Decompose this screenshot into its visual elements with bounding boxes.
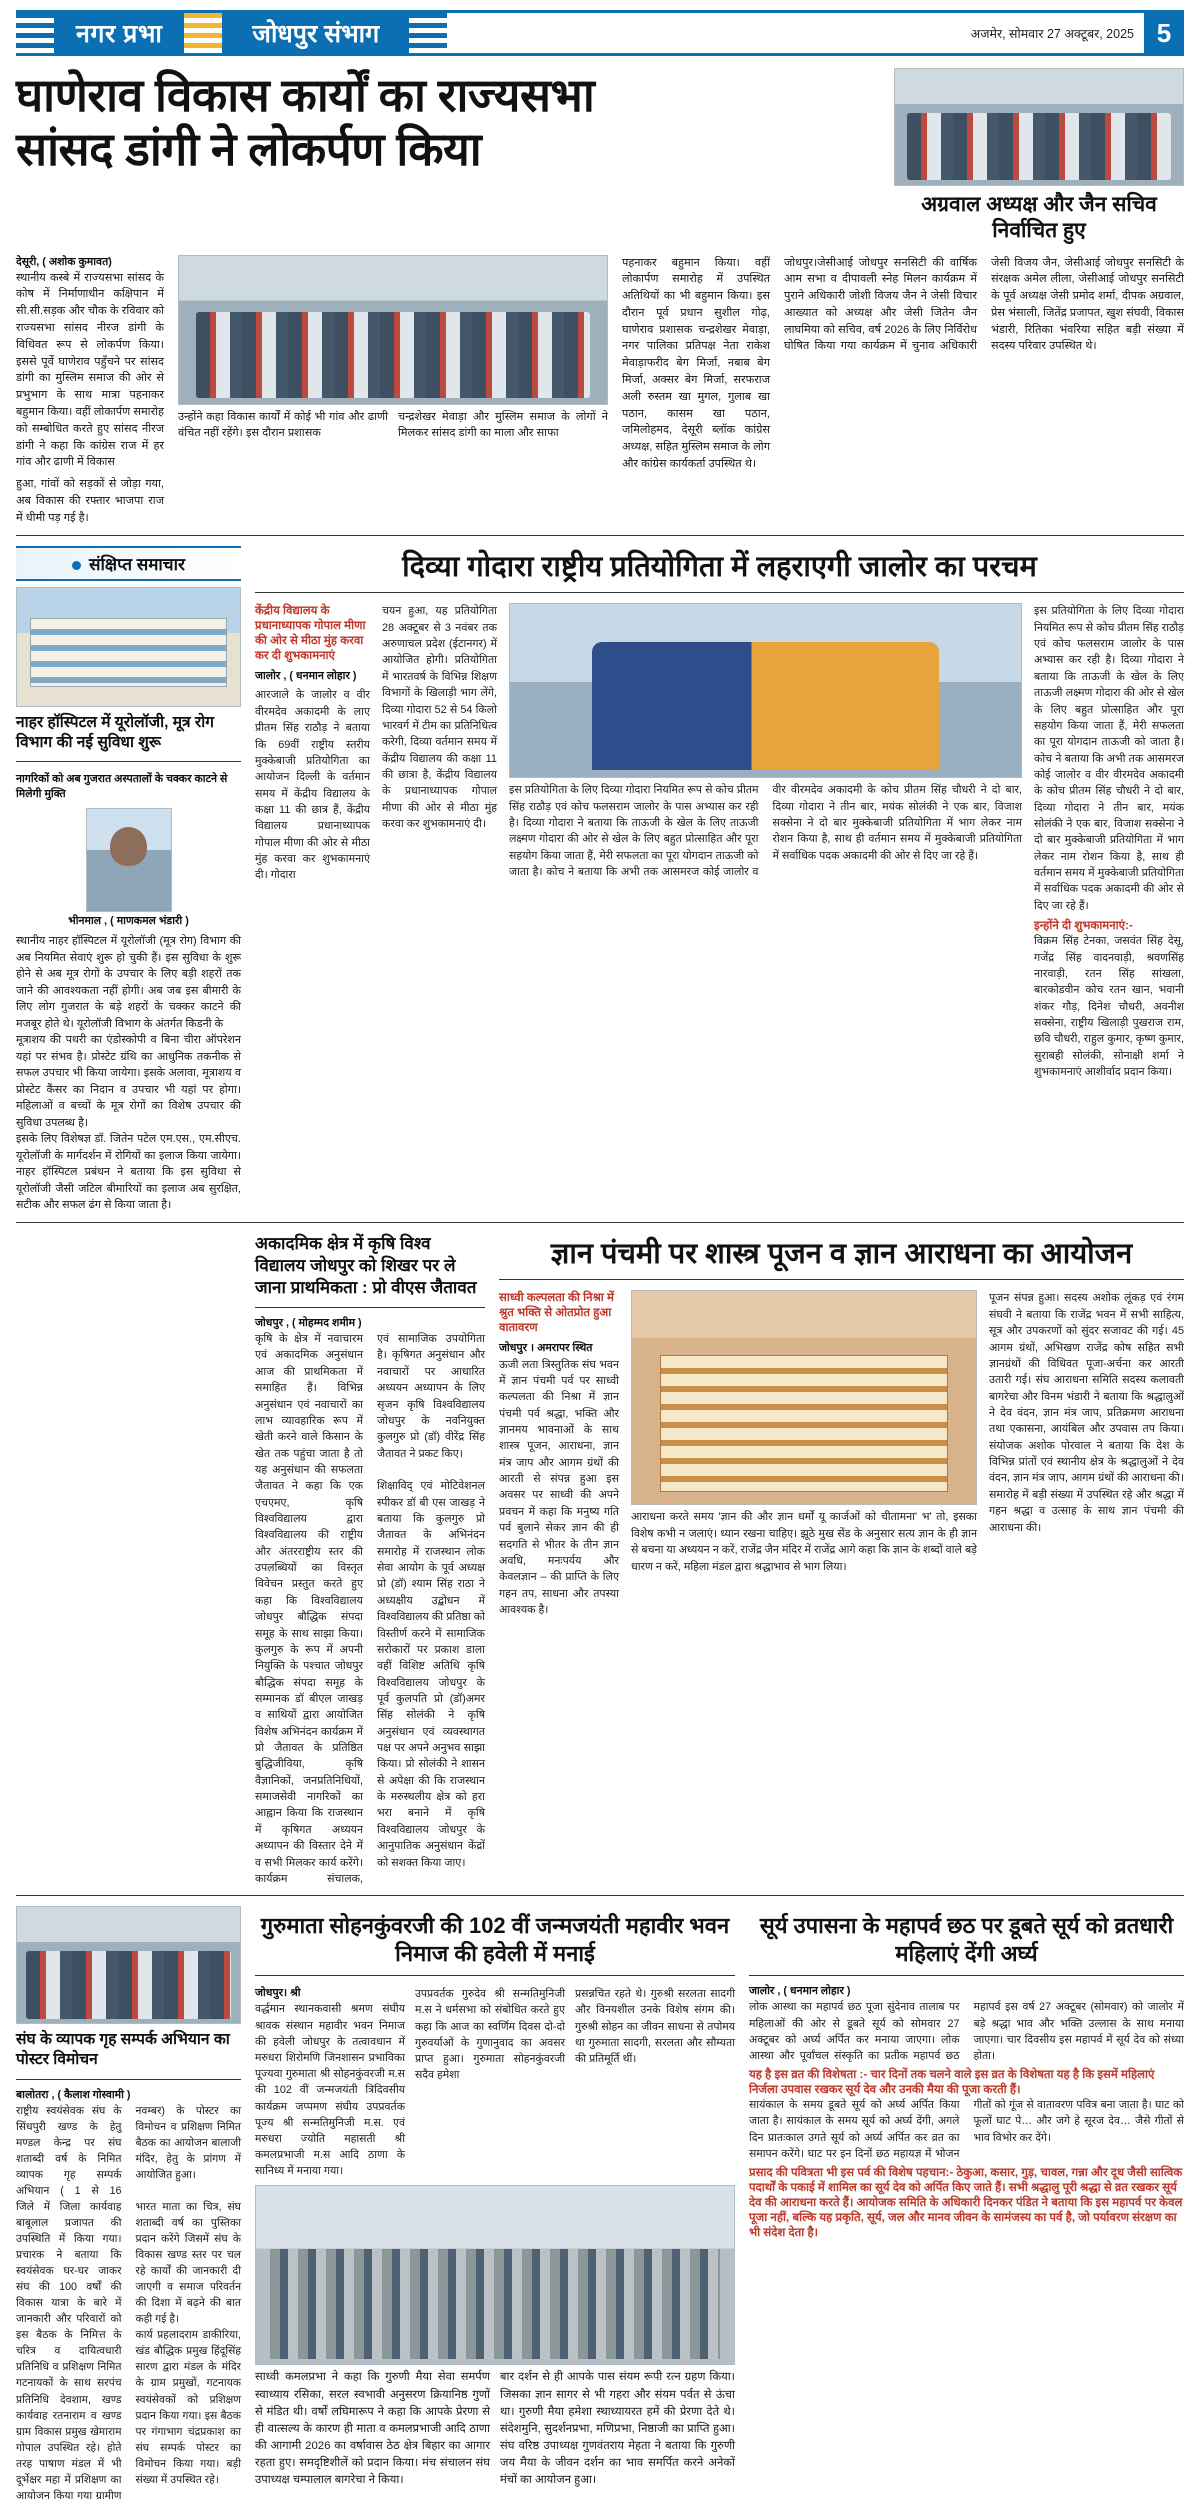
lead-body-row [16, 255, 1184, 527]
lead-main-photo [178, 255, 608, 405]
hospital-lead: नागरिकों को अब गुजरात अस्पतालों के चक्कर काटने से मिलेगी मुक्ति [16, 772, 228, 800]
gurumata-photo [255, 2185, 735, 2365]
hospital-body-1: स्थानीय नाहर हॉस्पिटल में यूरोलॉजी (मूत्र रोग) विभाग की अब नियमित सेवाएं शुरू हो चुकी हैं। इस सुविधा के शुरू होने से अब मूत्र रोगों के उपचार के लिए बड़ी शहरों तक जाने की आवश्यकता नहीं होगी। अब जब इस बीमारी के लिए लोग गुजरात के बड़े शहरों के चक्कर काटने की मजबूर होते थे। यूरोलॉजी विभाग के अंतर्गत किडनी के [16, 935, 241, 1030]
chhath-body-1: लोक आस्था का महापर्व छठ पूजा सुंदेनाव तालाब पर महिलाओं की ओर से डूबते सूर्य को सोमवार 27 अक्टूबर को अर्घ्य अर्पित कर मनाया जाएगा। लोक आस्था और पूर्वांचल संस्कृति का प्रतीक महापर्व छठ महापर्व इस वर्ष 27 अक्टूबर (सोमवार) को जालोर में बड़े श्रद्धा भाव और भक्ति उल्लास के साथ मनाया जाएगा। चार दिवसीय इस महापर्व में सूर्य देव को संध्या होता। [749, 2001, 1184, 2062]
hospital-person-caption: भीनमाल , ( माणकमल भंडारी ) [68, 915, 189, 928]
jalore-kicker-col [255, 603, 370, 1080]
jalore-photo [509, 603, 1022, 778]
masthead-spacer [447, 13, 960, 53]
hospital-person-photo [86, 808, 172, 912]
band-3 [16, 1233, 1184, 1888]
jalore-row [255, 603, 1184, 1080]
masthead-date: अजमेर, सोमवार 27 अक्टूबर, 2025 [970, 26, 1134, 41]
masthead-right-title: जोधपुर संभाग [222, 13, 409, 53]
jalore-body-3: इस प्रतियोगिता के लिए दिव्या गोदारा नियमित रूप से कोच प्रीतम सिंह राठौड़ एवं कोच फलसराम जालोर के पास अभ्यास कर रही है। दिव्या गोदारा ने बताया कि ताऊजी के खेल के लिए ताऊजी लक्ष्मण गोदारा की ओर से खेल के लिए बहुत प्रोत्साहित और पूरा सहयोग किया जाता हैं, मेरी सफलता का पूरा योगदान ताऊजी को जाता है। कोच ने बताया कि अभी तक आसमरज कोई जालोर व वीर वीरमदेव अकादमी के कोच प्रीतम सिंह चौधरी ने दो बार, दिव्या गोदारा ने तीन बार, मयंक सोलंकी ने एक बार, विजाश सक्सेना ने दो बार मुक्केबाजी प्रतियोगिता में भाग लेकर नाम रोशन किया है, साथ ही वर्तमान समय में मुक्केबाजी प्रतियोगिता में सर्वाधिक पदक अकादमी की ओर से दिए जा रहे हैं। [509, 784, 1022, 879]
lead-col-4 [622, 255, 770, 527]
gurumata-body-1: वर्द्धमान स्थानकवासी श्रमण संघीय श्रावक संस्थान महावीर भवन निमाज की हवेली जोधपुर के तत्वावधान में मरुधरा शिरोमणि जिनशासन प्रभाविका पूज्यवा गुरुमाता श्री सोहनकुंवरजी म.स की 102 वीं जन्मजयंती त्रिदिवसीय कार्यक्रम जप्पमण संघीय उपप्रवर्तक पूज्य श्री सन्मतिमुनिजी म.स. एवं मरुधरा ज्योति महासती श्री कमलप्रभाजी म.स आदि ठाणा के सानिध्य में मनाया गया। [255, 2003, 405, 2178]
gurumata-dateline: जोधपुर। श्री [255, 1987, 301, 2000]
agri-body-1: कृषि के क्षेत्र में नवाचारम एवं अकादमिक अनुसंधान आज की प्राथमिकता में समाहित हैं। विभिन्न अनुसंधान एवं नवाचारों का लाभ व्यावहारिक रूप में खेती करने वाले किसान के खेत तक पहुंचा जाता है तो यह अनुसंधान की सफलता एवं सामाजिक उपयोगिता है। कृषिगत अनुसंधान और नवाचारों पर आधारित अध्ययन अध्यापन के लिए सृजन कृषि विश्वविद्यालय जोधपुर के नवनियुक्त कुलगुरु प्रो (डॉ) वीरेंद्र सिंह जैतावत ने प्रकट किए। [255, 1333, 485, 1476]
gyan-body-2: आराधना करते समय 'ज्ञान की और ज्ञान धर्मों यू कार्जओं को चीतामना' भ' तो, इसका विशेष कभी न जलाएं। ध्यान रखना चाहिए। झूठे मुख सेंड के अनुसार सत्य ज्ञान के ही ज्ञान से बचना या अध्ययन न करें, राजेंद्र जैन मंदिर में राजेंद्र आगे कहा कि ज्ञान के शब्दों वाले बड़े धारण न करें, महिला मंडल द्वारा श्रद्धाभाव से भाग लिया। [631, 1511, 977, 1573]
gurumata-body-5: बार दर्शन से ही आपके पास संयम रूपी रत्न ग्रहण किया। जिसका ज्ञान सागर से भी गहरा और संयम पर्वत से ऊंचा था। गुरुणी मैया हमेशा स्थाध्यायरत हमें की प्रेरणा देते थे। संदेशमुनि, सुदर्शनप्रभा, मणिप्रभा, निष्ठाजी का प्राप्ति हुआ। संघ वरिष्ठ उपाध्यक्ष गुणवंतराय मेहता ने बताया कि गुरुणी जय मैया के जीवन दर्शन का भाव समर्पित करने अनेकों मंचों का आयोजन हुआ। [500, 2371, 735, 2487]
jalore-dateline: जालोर , ( धनमान लोहार ) [255, 670, 357, 683]
gyan-body-col [989, 1290, 1184, 1618]
gyan-body-1: ऊजी लता त्रिस्तुतिक संघ भवन में ज्ञान पंचमी पर्व पर साध्वी कल्पलता की निश्रा में ज्ञान पंचमी पर्व श्रद्धा, भक्ति और ज्ञानमय भावनाओं के साथ शास्त्र पूजन, आराधना, ज्ञान मंत्र जाप और आगम ग्रंथों की आरती से संपन्न हुआ इस अवसर पर साध्वी की अपने प्रवचन में कहा कि मनुष्य गति पर्व बुलाने सेकर ज्ञान की ही सदगति से भीतर के तीन ज्ञान अवधि, मनःपर्यय और केवलज्ञान – की प्राप्ति के लिए गहन तप, साधना और तपस्या आवश्यक है। [499, 1358, 619, 1616]
right-top-body: जोधपुर।जेसीआई जोधपुर सनसिटी की वार्षिक आम सभा व दीपावली स्नेह मिलन कार्यक्रम में पुराने अधिकारी जोशी विजय जैन ने जेसी विचार आख्यात को अध्यक्ष और जेसी जितेन जैन लाघमिया को सचिव, वर्ष 2026 के लिए निर्विरोध घोषित किया गया कार्यक्रम में चुनाव अधिकारी जेसी विजय जैन, जेसीआई जोधपुर सनसिटी के संरक्षक अमेल लीला, जेसीआई जोधपुर सनसिटी के पूर्व अध्यक्ष जेसी प्रमोद शर्मा, दीपक अग्रवाल, प्रेस भंसाली, जितेंद्र प्रजापत, खुश संघवी, विकास भंडारी, रितिका भंवरिया सहित बड़ी संख्या में सदस्य परिवार उपस्थित थे। [784, 256, 1184, 353]
masthead-stripes-right [409, 13, 447, 53]
brief-bar [16, 546, 241, 581]
newspaper-page [0, 10, 1200, 2502]
gyan-photo [631, 1290, 977, 1505]
gurumata-col-3 [575, 1986, 735, 2179]
chhath-sub-2: प्रसाद की पवित्रता भी इस पर्व की विशेष पहचान:- ठेकुआ, कसार, गुड़, चावल, गन्ना और दूध जैसी सात्विक पदार्थों के पकाई में शामिल का सूर्य देव को अर्पित किए जाते हैं। सभी श्रद्धालु पूरी श्रद्धा से व्रत रखकर सूर्य देव की आराधना करते हैं। आयोजक समिति के अधिकारी दिनकर पंडित ने बताया कि इस महापर्व पर केवल पूजा नहीं, बल्कि यह प्रकृति, सूर्य, जल और मानव जीवन के सामंजस्य का पर्व है, जो पर्यावरण संरक्षण का भी संदेश देता है। [749, 2165, 1183, 2239]
band-4 [16, 1906, 1184, 2504]
agri-dateline: जोधपुर , ( मोहम्मद शमीम ) [255, 1316, 362, 1329]
poster-body-1: राष्ट्रीय स्वयंसेवक संघ के सिंधपुरी खण्ड के हेतु मण्डल केन्द्र पर संघ शताब्दी वर्ष के निमित व्यापक गृह सम्पर्क अभियान ( 1 से 16 नवम्बर) के पोस्टर का विमोचन व प्रशिक्षण निमित बैठक का आयोजन बालाजी मंदिर, हेतु के प्रांगण में आयोजित हुआ। [16, 2104, 241, 2197]
gyan-body-3: पूजन संपन्न हुआ। सदस्य अशोक लूंकड़ एवं रंगम संघवी ने बताया कि राजेंद्र भवन में सभी साहित्य, सूत्र और उपकरणों को सुंदर सजावट की गई। 45 आगम ग्रंथों, अभिखण राजेंद्र कोष सहित सभी ज्ञानग्रंथों की विधिवत पूजा-अर्चना कर आरती उतारी गई। संघ आराधना समिति सदस्य कलावती बागरेचा और विनम भंडारी ने बताया कि श्रद्धालुओं ने देव वंदन, ज्ञान मंत्र जाप, प्रतिक्रमण आराधना तथा एकासना, आयंबिल और उपवास तप किया। संयोजक अशोक पोरवाल ने बताया कि देश के विभिन्न प्रांतों एवं स्थानीय क्षेत्र के श्रद्धालुओं ने देव वंदन, ज्ञान मंत्र जाप, आगम ग्रंथों की आराधना की। समारोह में बड़ी संख्या में उपस्थित रहे और श्रद्धा में गहन श्रद्धा व उत्साह के साथ ज्ञान पंचमी की आराधना की। [989, 1292, 1184, 1534]
jalore-body-2: चयन हुआ, यह प्रतियोगिता 28 अक्टूबर से 3 नवंबर तक अरुणाचल प्रदेश (ईटानगर) में आयोजित होगी। प्रतियोगिता में भारतवर्ष के विभिन्न शिक्षण विभागों के खिलाड़ी भाग लेंगे, दिव्या गोदारा 52 से 54 किलो भारवर्ग में टीम का प्रतिनिधित्व करेगी, दिव्या वर्तमान समय में केंद्रीय विद्यालय की कक्षा 11 की छात्रा है, केंद्रीय विद्यालय के प्रधानाध्यापक गोपाल मीणा की ओर से मीठा मुंह करवा कर शुभकामनाएं दी। [382, 605, 497, 831]
lead-para-5: चन्द्रशेखर मेवाड़ा और मुस्लिम समाज के लोगों ने मिलकर सांसद डांगी का माला और साफा [398, 410, 608, 440]
jalore-body-3b: इस प्रतियोगिता के लिए दिव्या गोदारा नियमित रूप से कोच प्रीतम सिंह राठौड़ एवं कोच फलसराम जालोर के पास अभ्यास कर रही है। दिव्या गोदारा ने बताया कि ताऊजी के खेल के लिए ताऊजी लक्ष्मण गोदारा की ओर से खेल के लिए बहुत प्रोत्साहित और पूरा सहयोग किया जाता हैं, मेरी सफलता का पूरा योगदान ताऊजी को जाता है। कोच ने बताया कि अभी तक आसमरज कोई जालोर व वीर वीरमदेव अकादमी के कोच प्रीतम सिंह चौधरी ने दो बार, दिव्या गोदारा ने तीन बार, मयंक सोलंकी ने एक बार, विजाश सक्सेना ने दो बार मुक्केबाजी प्रतियोगिता में भाग लेकर नाम रोशन किया है, साथ ही वर्तमान समय में मुक्केबाजी प्रतियोगिता में सर्वाधिक पदक अकादमी की ओर से दिए जा रहे हैं। [1034, 605, 1184, 912]
jalore-kicker: केंद्रीय विद्यालय के प्रधानाध्यापक गोपाल मीणा की ओर से मीठा मुंह करवा कर दी शुभकामनाएं [255, 604, 366, 663]
poster-body-2: जिले में जिला कार्यवाह बाबूलाल प्रजापत की उपस्थिति में किया गया। प्रचारक ने बताया कि स्वयंसेवक घर-घर जाकर संघ की 100 वर्षों की विकास यात्रा के बारे में जानकारी और परिवारों को भारत माता का चित्र, संघ शताब्दी वर्ष का पुस्तिका प्रदान करेंगे जिसमें संघ के विकास खण्ड स्तर पर चल रहे कार्यों की जानकारी दी जाएगी व समाज परिवर्तन की दिशा में बढ़ने की बात कही गई है। [16, 2200, 241, 2326]
brief-bar-title: संक्षिप्त समाचार [89, 554, 185, 574]
right-top-photo [894, 68, 1184, 186]
lead-photo-col [178, 255, 608, 527]
gyan-headline: ज्ञान पंचमी पर शास्त्र पूजन व ज्ञान आराधना का आयोजन [550, 1237, 1133, 1270]
hospital-photo [16, 587, 241, 707]
poster-photo [16, 1906, 241, 2024]
band-3-spacer [16, 1233, 241, 1888]
gyan-kicker-col [499, 1290, 619, 1618]
divider-3 [16, 1895, 1184, 1896]
band-2 [16, 546, 1184, 1214]
gurumata-story [255, 1906, 735, 2504]
divider-1 [16, 535, 1184, 536]
lead-left [16, 68, 880, 251]
poster-headline: संघ के व्यापक गृह सम्पर्क अभियान का पोस्टर विमोचन [16, 2031, 230, 2069]
chhath-sub-1: यह है इस व्रत की विशेषता :- चार दिनों तक चलने वाले इस व्रत के विशेषता यह है कि इसमें महिलाएं निर्जला उपवास रखकर सूर्य देव और उनकी मैया की पूजा करती हैं। [749, 2068, 1155, 2097]
lead-para-1: स्थानीय कस्बे में राज्यसभा सांसद के कोष में निर्माणाधीन कक्षिपान में सी.सी.सड़क और चौक के रविवार को राज्यसभा सांसद नीरज डांगी के विधिवत रूप से लोकर्पण किया। इससे पूर्वे घाणेराव पहुँचने पर सांसद डांगी का मुस्लिम समाज की ओर से प्रभुभाग के साथ मात्रा पहनाकर बहुमान किया। वहीं लोकार्पण समारोह को सम्बोधित करते हुए सांसद नीरज डांगी ने कहा कि कांग्रेस राज में हर गांव और ढाणी में विकास [16, 271, 164, 469]
gurumata-body-3: प्रसन्नचित रहते थे। गुरुश्री सरलता सादगी और विनयशील उनके विशेष संगम की। गुरुश्री सोहन का जीवन साधना से तपोमय था गुरुमाता सादगी, सरलता और सौम्यता की प्रतिमूर्ति थीं। [575, 1988, 735, 2066]
lead-right [894, 68, 1184, 251]
brief-column [16, 546, 241, 1214]
hospital-body-3: इसके लिए विशेषज्ञ डॉ. जितेन पटेल एम.एस., एम.सीएच. यूरोलॉजी के मार्गदर्शन में रोगियों का इलाज किया जायेगा। नाहर हॉस्पिटल प्रबंधन ने बताया कि इस सुविधा से यूरोलॉजी जैसी जटिल बीमारियों का इलाज अब सुरक्षित, सटीक और सफल ढंग से किया जाता है। [16, 1133, 241, 1212]
gurumata-body-2: उपप्रवर्तक गुरुदेव श्री सन्मतिमुनिजी म.स ने धर्मसभा को संबोधित करते हुए कहा कि आज का स्वर्णिम दिवस दो-दो गुरुवर्याओं के गुणानुवाद का अवसर प्राप्त हुआ। गुरुमाता सोहनकुंवरजी सदैव हमेशा [415, 1988, 565, 2082]
right-top-headline: अग्रवाल अध्यक्ष और जैन सचिव निर्वाचित हुए [921, 193, 1157, 243]
jalore-congrats-head: इन्होंने दी शुभकामनाएं:- [1034, 919, 1133, 933]
masthead-left-title: नगर प्रभा [54, 13, 184, 53]
divider-2 [16, 1222, 1184, 1223]
jalore-congrats-body: विक्रम सिंह टेनका, जसवंत सिंह देसू, गजेंद्र सिंह वादनवाड़ी, श्रवणसिंह नारवाड़ी, रतन सिंह सांखला, बारकोडवीन कोच रतन खान, भवानी शंकर गौड़, दिनेश चौधरी, अवनीश सक्सेना, राष्ट्रीय खिलाड़ी पुखराज राम, छवि चौधरी, राहुल कुमार, कृष्ण कुमार, सुराबही सोलंकी, सोनाक्षी शर्मा ने शुभकामनाएं आशीर्वाद प्रदान किया। [1034, 935, 1184, 1079]
lead-dateline: देसूरी, ( अशोक कुमावत) [16, 255, 112, 268]
jalore-col-2 [382, 603, 497, 1080]
chhath-body-2: सायंकाल के समय डूबते सूर्य को अर्घ्य अर्पित किया जाता है। सायंकाल के समय सूर्य को अर्घ्य देंगी, अगले दिन प्रातःकाल उगते सूर्य को अर्घ्य अर्पित कर व्रत का समापन करेंगे। घाट पर इन दिनों छठ महायज्ञ में भोजन गीतों को गूंज से वातावरण पवित्र बना जाता है। घाट को फूलों घाट पे… और जगे हे सूरज देव… जैसे गीतों से भाव विभोर कर देंगे। [749, 2099, 1184, 2160]
gyan-photo-col [631, 1290, 977, 1618]
brief-bullet-icon [72, 561, 81, 570]
gyan-story [499, 1233, 1184, 1888]
chhath-story [749, 1906, 1184, 2504]
gurumata-col-1 [255, 1986, 405, 2179]
lead-para-3: उन्होंने कहा विकास कार्यों में कोई भी गांव और ढाणी वंचित नहीं रहेंगे। इस दौरान प्रशासक [178, 410, 388, 440]
band-2-main [255, 546, 1184, 1214]
masthead-stripes-left [16, 13, 54, 53]
jalore-congrats-col [1034, 603, 1184, 1080]
poster-brief [16, 1906, 241, 2504]
gyan-kicker: साध्वी कल्पलता की निश्रा में श्रुत भक्ति से ओतप्रोत हुआ वातावरण [499, 1291, 614, 1335]
masthead [16, 10, 1184, 56]
poster-dateline: बालोतरा , ( कैलाश गोस्वामी ) [16, 2088, 131, 2101]
gurumata-headline: गुरुमाता सोहनकुंवरजी की 102 वीं जन्मजयंती महावीर भवन निमाज की हवेली में मनाई [260, 1913, 730, 1966]
jalore-photo-col [509, 603, 1022, 1080]
lead-para-2: हुआ, गांवों को सड़कों से जोड़ा गया, अब विकास की रफ्तार भाजपा राज में धीमी पड़ गई है। [16, 478, 164, 524]
lead-col-1 [16, 255, 164, 527]
lead-para-4: पहनाकर बहुमान किया। वहीं लोकार्पण समारोह में उपस्थित अतिथियों का भी बहुमान किया। इस दौरान पूर्व प्रधान सुशील गोढ़, घाणेराव प्रशासक चन्द्रशेखर मेवाड़ा, नगर पालिका प्रतिपक्ष नेता राकेश मेवाड़ाफरीद बेग मिर्जा, नबाब बेग मिर्जा, अक्सर बेग मिर्जा, सरफराज अली रुस्तम खा मुगल, गुलाब खा पठान, कासम खा पठान, जमिलोहमद, देसूरी ब्लॉक कांग्रेस अध्यक्ष, सहित मुस्लिम समाज के लोग और कांग्रेस कार्यकर्ता उपस्थित थे। [622, 256, 770, 471]
chhath-dateline: जालोर , ( धनमान लोहार ) [749, 1985, 851, 1998]
chhath-headline: सूर्य उपासना के महापर्व छठ पर डूबते सूर्य को व्रतधारी महिलाएं देंगी अर्घ्य [759, 1913, 1174, 1966]
page-number: 5 [1144, 13, 1184, 53]
agri-body-2: जैतावत ने कहा कि एक एचएमए, कृषि विश्वविद्यालय द्वारा विश्वविद्यालय की राष्ट्रीय और अंतरराष्ट्रीय स्तर की उपलब्धियों का विस्तृत विवेचन प्रस्तुत करते हुए कहा कि विश्वविद्यालय जोधपुर बौद्धिक संपदा समूह के साथ साझा किया। कुलगुरु के रूप में अपनी नियुक्ति के पश्चात जोधपुर बौद्धिक संपदा समूह के सम्मानक डॉ बीएल जाखड़ व साथियों द्वारा आयोजित विशेष अभिनंदन कार्यक्रम में प्रो जैतावत के प्रतिष्ठित बुद्धिजीविया, कृषि वैज्ञानिकों, जनप्रतिनिधियों, समाजसेवी नागरिकों का आह्वान किया कि राजस्थान में कृषिगत अध्ययन अध्यापन की विस्तार देने में व सभी मिलकर कार्य करेंगे। कार्यक्रम संचालक, शिक्षाविद् एवं मोटिवेशनल स्पीकर डॉ बी एस जाखड़ ने बताया कि कुलगुरु प्रो जैतावत के अभिनंदन समारोह में राजस्थान लोक सेवा आयोग के पूर्व अध्यक्ष प्रो (डॉ) श्याम सिंह राठा ने अध्यक्षीय उद्बोधन में विश्वविद्यालय की प्रतिष्ठा को विस्तीर्ण करने में सामाजिक सरोकारों पर प्रकाश डाला वहीं विशिष्ट अतिथि कृषि विश्वविद्यालय जोधपुर के पूर्व कुलपति प्रो (डॉ)अमर सिंह सोलंकी ने कृषि अनुसंधान एवं व्यवस्थागत पक्ष पर अपने अनुभव साझा किया। प्रो सोलंकी ने शासन से अपेक्षा की कि राजस्थान के मरुस्थलीय क्षेत्र को हरा भरा बनाने में कृषि विश्वविद्यालय जोधपुर के आनुपातिक अनुसंधान केंद्रों को सशक्त किया जाए। [255, 1480, 485, 1885]
hospital-headline: नाहर हॉस्पिटल में यूरोलॉजी, मूत्र रोग विभाग की नई सुविधा शुरू [16, 713, 214, 751]
agri-story [255, 1233, 485, 1888]
poster-body-3: इस बैठक के निमित्त के चरित्र व दायित्वधारी प्रतिनिधि व प्रशिक्षण निमित गटनायकों के साथ सरपंच प्रतिनिधि देवशाम, खण्ड कार्यवाह रतनाराम व खण्ड ग्राम विकास प्रमुख खेमाराम गोपाल उपस्थित रहे। होते तरह पाषाण मंडल में भी दूर्भेक्षर महा में प्रशिक्षण का आयोजन किया गया ग्रामीण कार्य प्रहलादराम डाकीरिया, खंड बौद्धिक प्रमुख हिंदूसिंह सारण द्वारा मंडल के मंदिर के ग्राम प्रमुखों, गटनायक स्वयंसेवकों को प्रशिक्षण प्रदान किया गया। इस बैठक पर गंगाभाग चंद्रप्रकाश का संघ सम्पर्क पोस्टर का विमोचन किया गया। बड़ी संख्या में उपस्थित रहे। [16, 2329, 241, 2502]
right-top-col [784, 255, 1184, 527]
agri-headline: अकादमिक क्षेत्र में कृषि विश्व विद्यालय जोधपुर को शिखर पर ले जाना प्राथमिकता : प्रो वीएस जैतावत [255, 1233, 477, 1297]
masthead-stripes-mid [184, 13, 222, 53]
jalore-body-1: आरजाले के जालोर व वीर वीरमदेव अकादमी के लाए प्रीतम सिंह राठौड़ ने बताया कि 69वीं राष्ट्रीय स्तरीय मुक्केबाजी प्रतियोगिता का आयोजन दिल्ली के वर्तमान समय में केंद्रीय विद्यालय के कक्षा 11 की छात्र हैं, केंद्रीय विद्यालय प्रधानाध्यापक गोपाल मीणा की ओर से मीठा मुंह करवा कर शुभकामनाएं दी। गोदारा [255, 689, 370, 882]
lead-headline-line2: सांसद डांगी ने लोकर्पण किया [16, 123, 482, 176]
gyan-dateline: जोधपुर । अमरापर स्थित [499, 1342, 593, 1355]
gurumata-col-2 [415, 1986, 565, 2179]
lead-headline-line1: घाणेराव विकास कार्यों का राज्यसभा [16, 69, 595, 121]
jalore-headline: दिव्या गोदारा राष्ट्रीय प्रतियोगिता में लहराएगी जालोर का परचम [402, 550, 1037, 583]
gurumata-body-4: साध्वी कमलप्रभा ने कहा कि गुरुणी मैया सेवा समर्पण स्वाध्याय रसिका, सरल स्वभावी अनुसरण क्रियानिष्ठ गुणों से मंडित थी। वर्षों लघिमारूप ने कहा कि आपके प्रेरणा से ही वात्सल्य के कारण ही माता व कमलप्रभाजी आदि ठाणा की आगामी 2026 का वर्षावास ठेठ क्षेत्र बिहार का आगार रहता हुए। समदृष्टिशीलें को प्रदान किया। मंच संचालन संघ उपाध्यक्ष चम्पालाल बागरेचा ने किया। [255, 2371, 490, 2487]
lead-story [16, 68, 1184, 251]
hospital-body-2: मूत्राशय की पथरी का एंडोस्कोपी व बिना चीरा ऑपरेशन यहां पर संभव है। प्रोस्टेट ग्रंथि का आधुनिक तकनीक से सफल उपचार भी किया जायेगा। इसके अलावा, मूत्राशय व प्रोस्टेट कैंसर का निदान व उपचार भी यहां पर होगा। महिलाओं व बच्चों के मूत्र रोगों का विशेष उपचार की सुविधा उपलब्ध है। [16, 1034, 241, 1129]
